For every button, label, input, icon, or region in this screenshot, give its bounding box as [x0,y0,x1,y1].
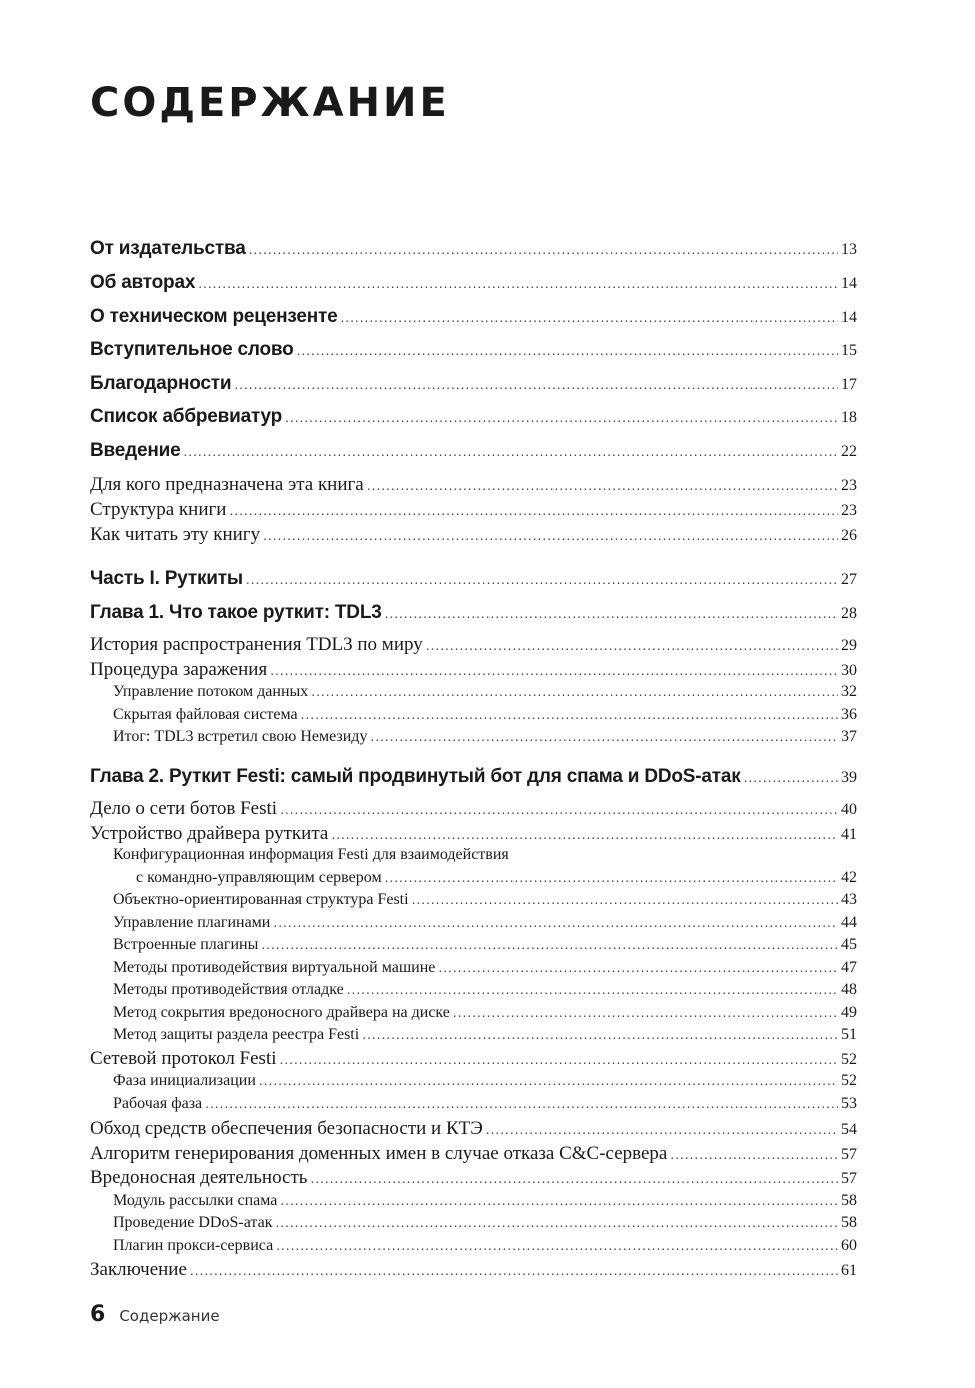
page-footer [90,1302,220,1327]
toc-entry[interactable]: Плагин прокси-сервиса ..... 60 [90,1237,857,1255]
toc-entry[interactable]: Метод защиты раздела реестра Festi ..... 51 [90,1026,857,1044]
toc-entry[interactable]: Итог: TDL3 встретил свою Немезиду ..... 37 [90,728,857,746]
toc-entry[interactable]: Часть I. Руткиты ..... 27 [90,568,857,590]
toc-entry-text[interactable]: Конфигурационная информация Festi для взаимодействия [113,846,509,863]
toc-entry[interactable]: Проведение DDoS-атак ..... 58 [90,1214,857,1232]
toc-entry[interactable]: Об авторах ..... 14 [90,272,857,294]
toc-entry[interactable]: Глава 2. Руткит Festi: самый продвинутый бот для спама и DDoS-атак ..... 39 [90,766,857,788]
toc-entry[interactable]: Встроенные плагины ..... 45 [90,936,857,954]
toc-entry[interactable]: От издательства ..... 13 [90,238,857,260]
page-title: СОДЕРЖАНИЕ [90,80,450,126]
toc-entry[interactable]: Вступительное слово ..... 15 [90,339,857,361]
toc-entry[interactable]: Как читать эту книгу ..... 26 [90,524,857,546]
toc-entry[interactable]: Сетевой протокол Festi ..... 52 [90,1048,857,1070]
running-header-label: Содержание [119,1307,220,1325]
toc-entry[interactable]: Благодарности ..... 17 [90,373,857,395]
toc-entry[interactable]: Устройство драйвера руткита ..... 41 [90,823,857,845]
toc-entry[interactable]: Модуль рассылки спама ..... 58 [90,1192,857,1210]
toc-entry[interactable]: Дело о сети ботов Festi ..... 40 [90,798,857,820]
toc-entry[interactable]: Обход средств обеспечения безопасности и КТЭ ..... 54 [90,1118,857,1140]
toc-entry[interactable]: История распространения TDL3 по миру ..... 29 [90,634,857,656]
toc-entry[interactable]: Управление потоком данных ..... 32 [90,683,857,701]
page-number: 6 [90,1302,106,1327]
toc-entry[interactable]: Вредоносная деятельность ..... 57 [90,1167,857,1189]
toc-entry[interactable]: с командно-управляющим сервером ..... 42 [90,869,857,887]
toc-entry[interactable]: Структура книги ..... 23 [90,499,857,521]
toc-entry[interactable]: Алгоритм генерирования доменных имен в случае отказа C&C-сервера ..... 57 [90,1143,857,1165]
toc-entry[interactable]: Управление плагинами ..... 44 [90,914,857,932]
toc-entry[interactable]: О техническом рецензенте ..... 14 [90,306,857,328]
toc-entry[interactable]: Процедура заражения ..... 30 [90,659,857,681]
toc-entry[interactable]: Заключение ..... 61 [90,1259,857,1281]
toc-entry[interactable]: Методы противодействия виртуальной машине ..... 47 [90,959,857,977]
toc-entry[interactable]: Скрытая файловая система ..... 36 [90,706,857,724]
toc-entry[interactable]: Для кого предназначена эта книга ..... 23 [90,474,857,496]
toc-entry[interactable]: Методы противодействия отладке ..... 48 [90,981,857,999]
toc-entry[interactable]: Фаза инициализации ..... 52 [90,1072,857,1090]
toc-entry[interactable]: Список аббревиатур ..... 18 [90,406,857,428]
toc-entry[interactable]: Метод сокрытия вредоносного драйвера на диске ..... 49 [90,1004,857,1022]
toc-entry[interactable]: Рабочая фаза ..... 53 [90,1095,857,1113]
toc-entry[interactable]: Объектно-ориентированная структура Festi ..... 43 [90,891,857,909]
toc-entry[interactable]: Глава 1. Что такое руткит: TDL3 ..... 28 [90,602,857,624]
toc-entry[interactable]: Введение ..... 22 [90,440,857,462]
